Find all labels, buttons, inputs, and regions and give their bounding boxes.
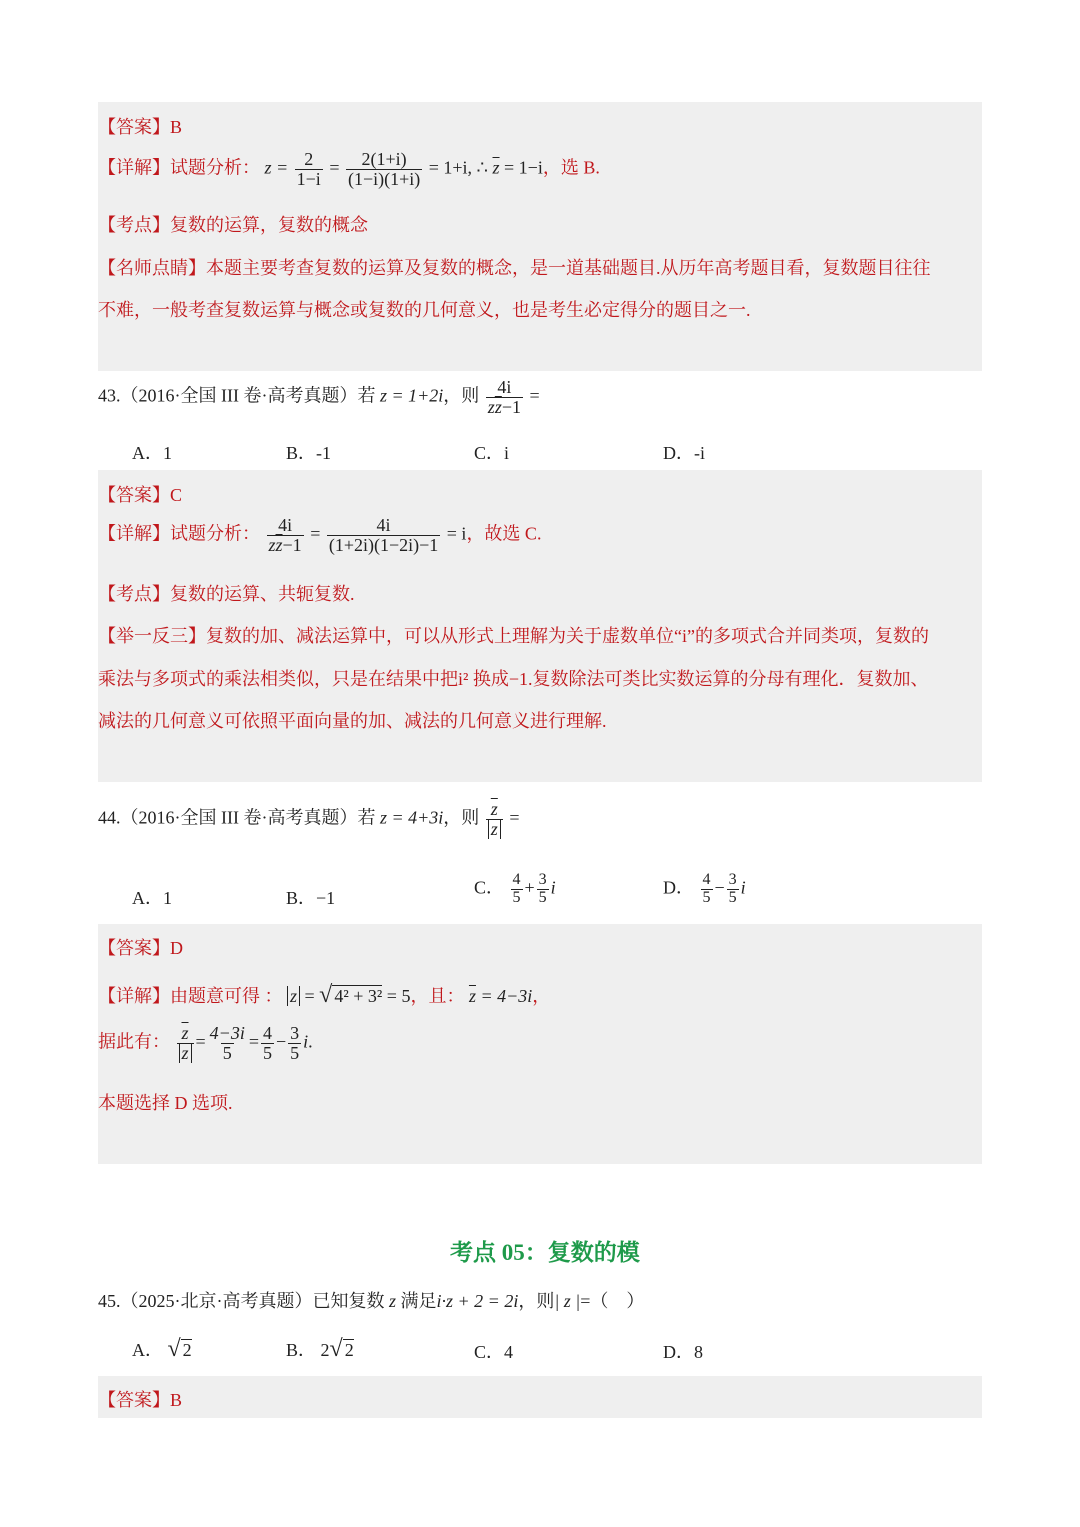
option-45-a[interactable]: [132, 1336, 192, 1363]
frac-den: (1+2i)(1−2i)−1: [328, 534, 439, 555]
answer-tag: 【答案】: [98, 117, 170, 137]
math-zbar: $\overline{z}$: [468, 986, 476, 1006]
question-prefix: 45.（2025·北京·高考真题）已知复数: [98, 1291, 385, 1311]
math-i: i: [740, 877, 746, 898]
minus: −: [714, 877, 725, 898]
option-43-c[interactable]: C．i: [474, 443, 510, 463]
detail-prefix: 试题分析：: [170, 157, 260, 178]
answer-line-43: [98, 481, 182, 507]
fraction: [537, 872, 549, 907]
math-abs-z: z: [287, 986, 300, 1006]
conclusion-44: 本题选择 D 选项.: [98, 1093, 233, 1113]
detail-line-44b: [98, 1024, 313, 1063]
frac-num: 4: [262, 1023, 272, 1043]
answer-tag: 【答案】: [98, 938, 170, 958]
detail-tag: 【详解】: [98, 523, 170, 544]
tip-tag: 【举一反三】: [98, 626, 206, 646]
tip-tag: 【名师点睛】: [98, 258, 206, 278]
math-zbar: $\overline{z}$: [494, 396, 502, 417]
tip-line-43b: [98, 665, 929, 691]
math-tail: = 5: [386, 986, 411, 1006]
frac-num: 4−3i: [209, 1023, 245, 1043]
equals: =: [304, 986, 315, 1006]
answer-line-45: [98, 1386, 182, 1412]
frac-den: 1−i: [296, 168, 321, 189]
frac-den: 5: [512, 888, 521, 906]
frac-num: 4i: [497, 377, 512, 397]
fraction: [346, 150, 422, 189]
math-tail: = 1−i: [504, 157, 543, 178]
detail-line-42: [98, 150, 600, 189]
plus: +: [524, 877, 535, 898]
frac-den: 5: [538, 888, 547, 906]
math-tail: −1: [501, 396, 521, 417]
math-tail: = 4−3i: [480, 986, 533, 1006]
equals: =: [195, 1031, 206, 1052]
option-label: C．: [474, 877, 505, 898]
frac-den: [486, 397, 523, 417]
question-43-stem: [98, 378, 540, 417]
detail-end: ，故选 C.: [466, 523, 542, 544]
detail-prefix: 由题意可得 ：: [170, 986, 283, 1006]
detail-end: ，选 B.: [542, 157, 600, 178]
frac-den: 5: [222, 1042, 232, 1063]
fraction: [727, 872, 739, 907]
equals: =: [310, 523, 321, 544]
detail-prefix: 试题分析：: [170, 523, 260, 544]
question-end: =（ ）: [580, 1291, 645, 1311]
sqrt-body: 2: [182, 1340, 192, 1360]
frac-den: [486, 819, 503, 839]
option-44-d[interactable]: [663, 872, 746, 907]
equals: =: [509, 807, 520, 828]
point-text: 复数的运算、共轭复数.: [170, 584, 355, 604]
math-z: z: [268, 534, 276, 555]
tip-line-43a: [98, 622, 929, 648]
question-45-stem: [98, 1287, 644, 1313]
math-eq: z = 1+2i: [379, 385, 444, 406]
solution-box-45: [98, 1376, 982, 1418]
detail-tag: 【详解】: [98, 986, 170, 1006]
option-45-c[interactable]: C．4: [474, 1342, 514, 1362]
frac-num: $\overline{z}$: [181, 1023, 189, 1043]
option-44-b[interactable]: B．−1: [286, 888, 336, 908]
answer-line-42: [98, 113, 182, 139]
frac-num: 3: [538, 871, 547, 888]
math-i: i: [550, 877, 556, 898]
option-45-b[interactable]: [286, 1336, 354, 1363]
option-label: A．: [132, 1340, 163, 1360]
point-text: 复数的运算，复数的概念: [170, 215, 368, 235]
tip-line-42b: [98, 296, 751, 322]
tip-text: 复数的加、减法运算中，可以从形式上理解为关于虚数单位“i”的多项式合并同类项，复数的: [206, 626, 929, 646]
question-mid: 满足: [400, 1291, 437, 1311]
fraction: [701, 872, 713, 907]
answer-value: B: [170, 1390, 183, 1410]
frac-den: (1−i)(1+i): [347, 168, 421, 189]
question-prefix: 44.（2016·全国 III 卷·高考真题）若: [98, 807, 376, 828]
answer-value: D: [170, 938, 183, 958]
coefficient: 2: [320, 1340, 330, 1360]
fraction: [288, 1024, 301, 1063]
option-44-a[interactable]: A．1: [132, 888, 172, 908]
question-then: ，则: [518, 1291, 555, 1311]
math-tail: = i: [446, 523, 467, 544]
question-44-stem: [98, 800, 519, 839]
fraction: [267, 516, 304, 555]
answer-value: C: [170, 485, 183, 505]
answer-line-44: [98, 934, 183, 960]
frac-num: 4: [702, 871, 711, 888]
line-prefix: 据此有：: [98, 1031, 170, 1052]
sqrt-expression: [319, 982, 383, 1008]
point-line-42: [98, 211, 368, 237]
sqrt-body: 2: [344, 1340, 354, 1360]
fraction: [327, 516, 440, 555]
sqrt-icon: √: [329, 1336, 343, 1362]
point-tag: 【考点】: [98, 584, 170, 604]
option-43-b[interactable]: B．-1: [286, 443, 331, 463]
math-eq: z = 4+3i: [379, 807, 444, 828]
sqrt-icon: √: [167, 1336, 181, 1362]
equals: =: [329, 157, 340, 178]
sqrt-expression: [167, 1336, 192, 1362]
option-label: B．: [286, 1340, 317, 1360]
frac-num: $\overline{z}$: [490, 799, 498, 819]
sqrt-expression: [329, 1336, 354, 1362]
tip-text: 本题主要考查复数的运算及复数的概念，是一道基础题目.从历年高考题目看，复数题目往往: [206, 258, 931, 278]
sqrt-icon: √: [319, 982, 333, 1008]
math-zbar: $\overline{z}$: [275, 534, 283, 555]
frac-den: 5: [702, 888, 711, 906]
math-tail: −1: [282, 534, 302, 555]
fraction: [177, 1024, 194, 1063]
question-prefix: 43.（2016·全国 III 卷·高考真题）若: [98, 385, 376, 406]
frac-num: 4i: [278, 515, 293, 535]
conj-text: ，且：: [410, 986, 465, 1006]
equals: =: [248, 1031, 259, 1052]
fraction: [486, 378, 523, 417]
math-z: z: [487, 396, 495, 417]
sqrt-body: 4² + 3²: [334, 986, 383, 1006]
frac-num: 3: [290, 1023, 300, 1043]
frac-num: 2(1+i): [361, 149, 407, 169]
frac-num: 4: [512, 871, 521, 888]
frac-num: 3: [728, 871, 737, 888]
point-tag: 【考点】: [98, 215, 170, 235]
math-zbar: $\overline{z}$: [492, 157, 500, 178]
math-abs-z: | z |: [554, 1291, 581, 1311]
question-mid: ，则: [443, 807, 480, 828]
answer-tag: 【答案】: [98, 1390, 170, 1410]
option-44-c[interactable]: [474, 872, 556, 907]
option-43-d[interactable]: D．-i: [663, 443, 705, 463]
frac-num: 4i: [376, 515, 391, 535]
fraction: [261, 1024, 274, 1063]
math-tail: = 1+i, ∴: [428, 157, 489, 178]
detail-tag: 【详解】: [98, 157, 170, 178]
frac-den: 5: [728, 888, 737, 906]
fraction: [208, 1024, 247, 1063]
frac-den: [177, 1043, 194, 1063]
option-45-d[interactable]: D．8: [663, 1342, 703, 1362]
math-abs-z: z: [488, 819, 501, 839]
option-43-a[interactable]: A．1: [132, 443, 172, 463]
section-title: 考点 05：复数的模: [450, 1240, 640, 1265]
fraction: [486, 800, 503, 839]
tip-line-43c: [98, 707, 607, 733]
tip-text: 不难，一般考查复数运算与概念或复数的几何意义，也是考生必定得分的题目之一.: [98, 300, 751, 320]
tip-text: 减法的几何意义可依照平面向量的加、减法的几何意义进行理解.: [98, 711, 607, 731]
math-abs-z: z: [179, 1043, 192, 1063]
detail-line-44: [98, 982, 550, 1009]
detail-line-43: [98, 516, 541, 555]
fraction: [295, 150, 323, 189]
frac-den: [267, 535, 304, 555]
math-z: z: [389, 1291, 397, 1311]
answer-value: B: [170, 117, 183, 137]
equals: =: [529, 385, 540, 406]
frac-num: 2: [304, 149, 314, 169]
answer-tag: 【答案】: [98, 485, 170, 505]
question-mid: ，则: [443, 385, 480, 406]
minus: −: [275, 1031, 287, 1052]
option-label: D．: [663, 877, 694, 898]
math-z-eq: z =: [264, 157, 289, 178]
point-line-43: [98, 580, 355, 606]
tip-text: 乘法与多项式的乘法相类似，只是在结果中把i² 换成−1.复数除法可类比实数运算的分母有理化．复数加、: [98, 669, 929, 689]
fraction: [511, 872, 523, 907]
tip-line-42a: [98, 254, 931, 280]
math-eq: i·z + 2 = 2i: [436, 1291, 519, 1311]
period: .: [308, 1031, 313, 1052]
comma: ，: [532, 986, 551, 1006]
frac-den: 5: [262, 1042, 272, 1063]
math-i: i: [303, 1031, 309, 1052]
frac-den: 5: [290, 1042, 300, 1063]
